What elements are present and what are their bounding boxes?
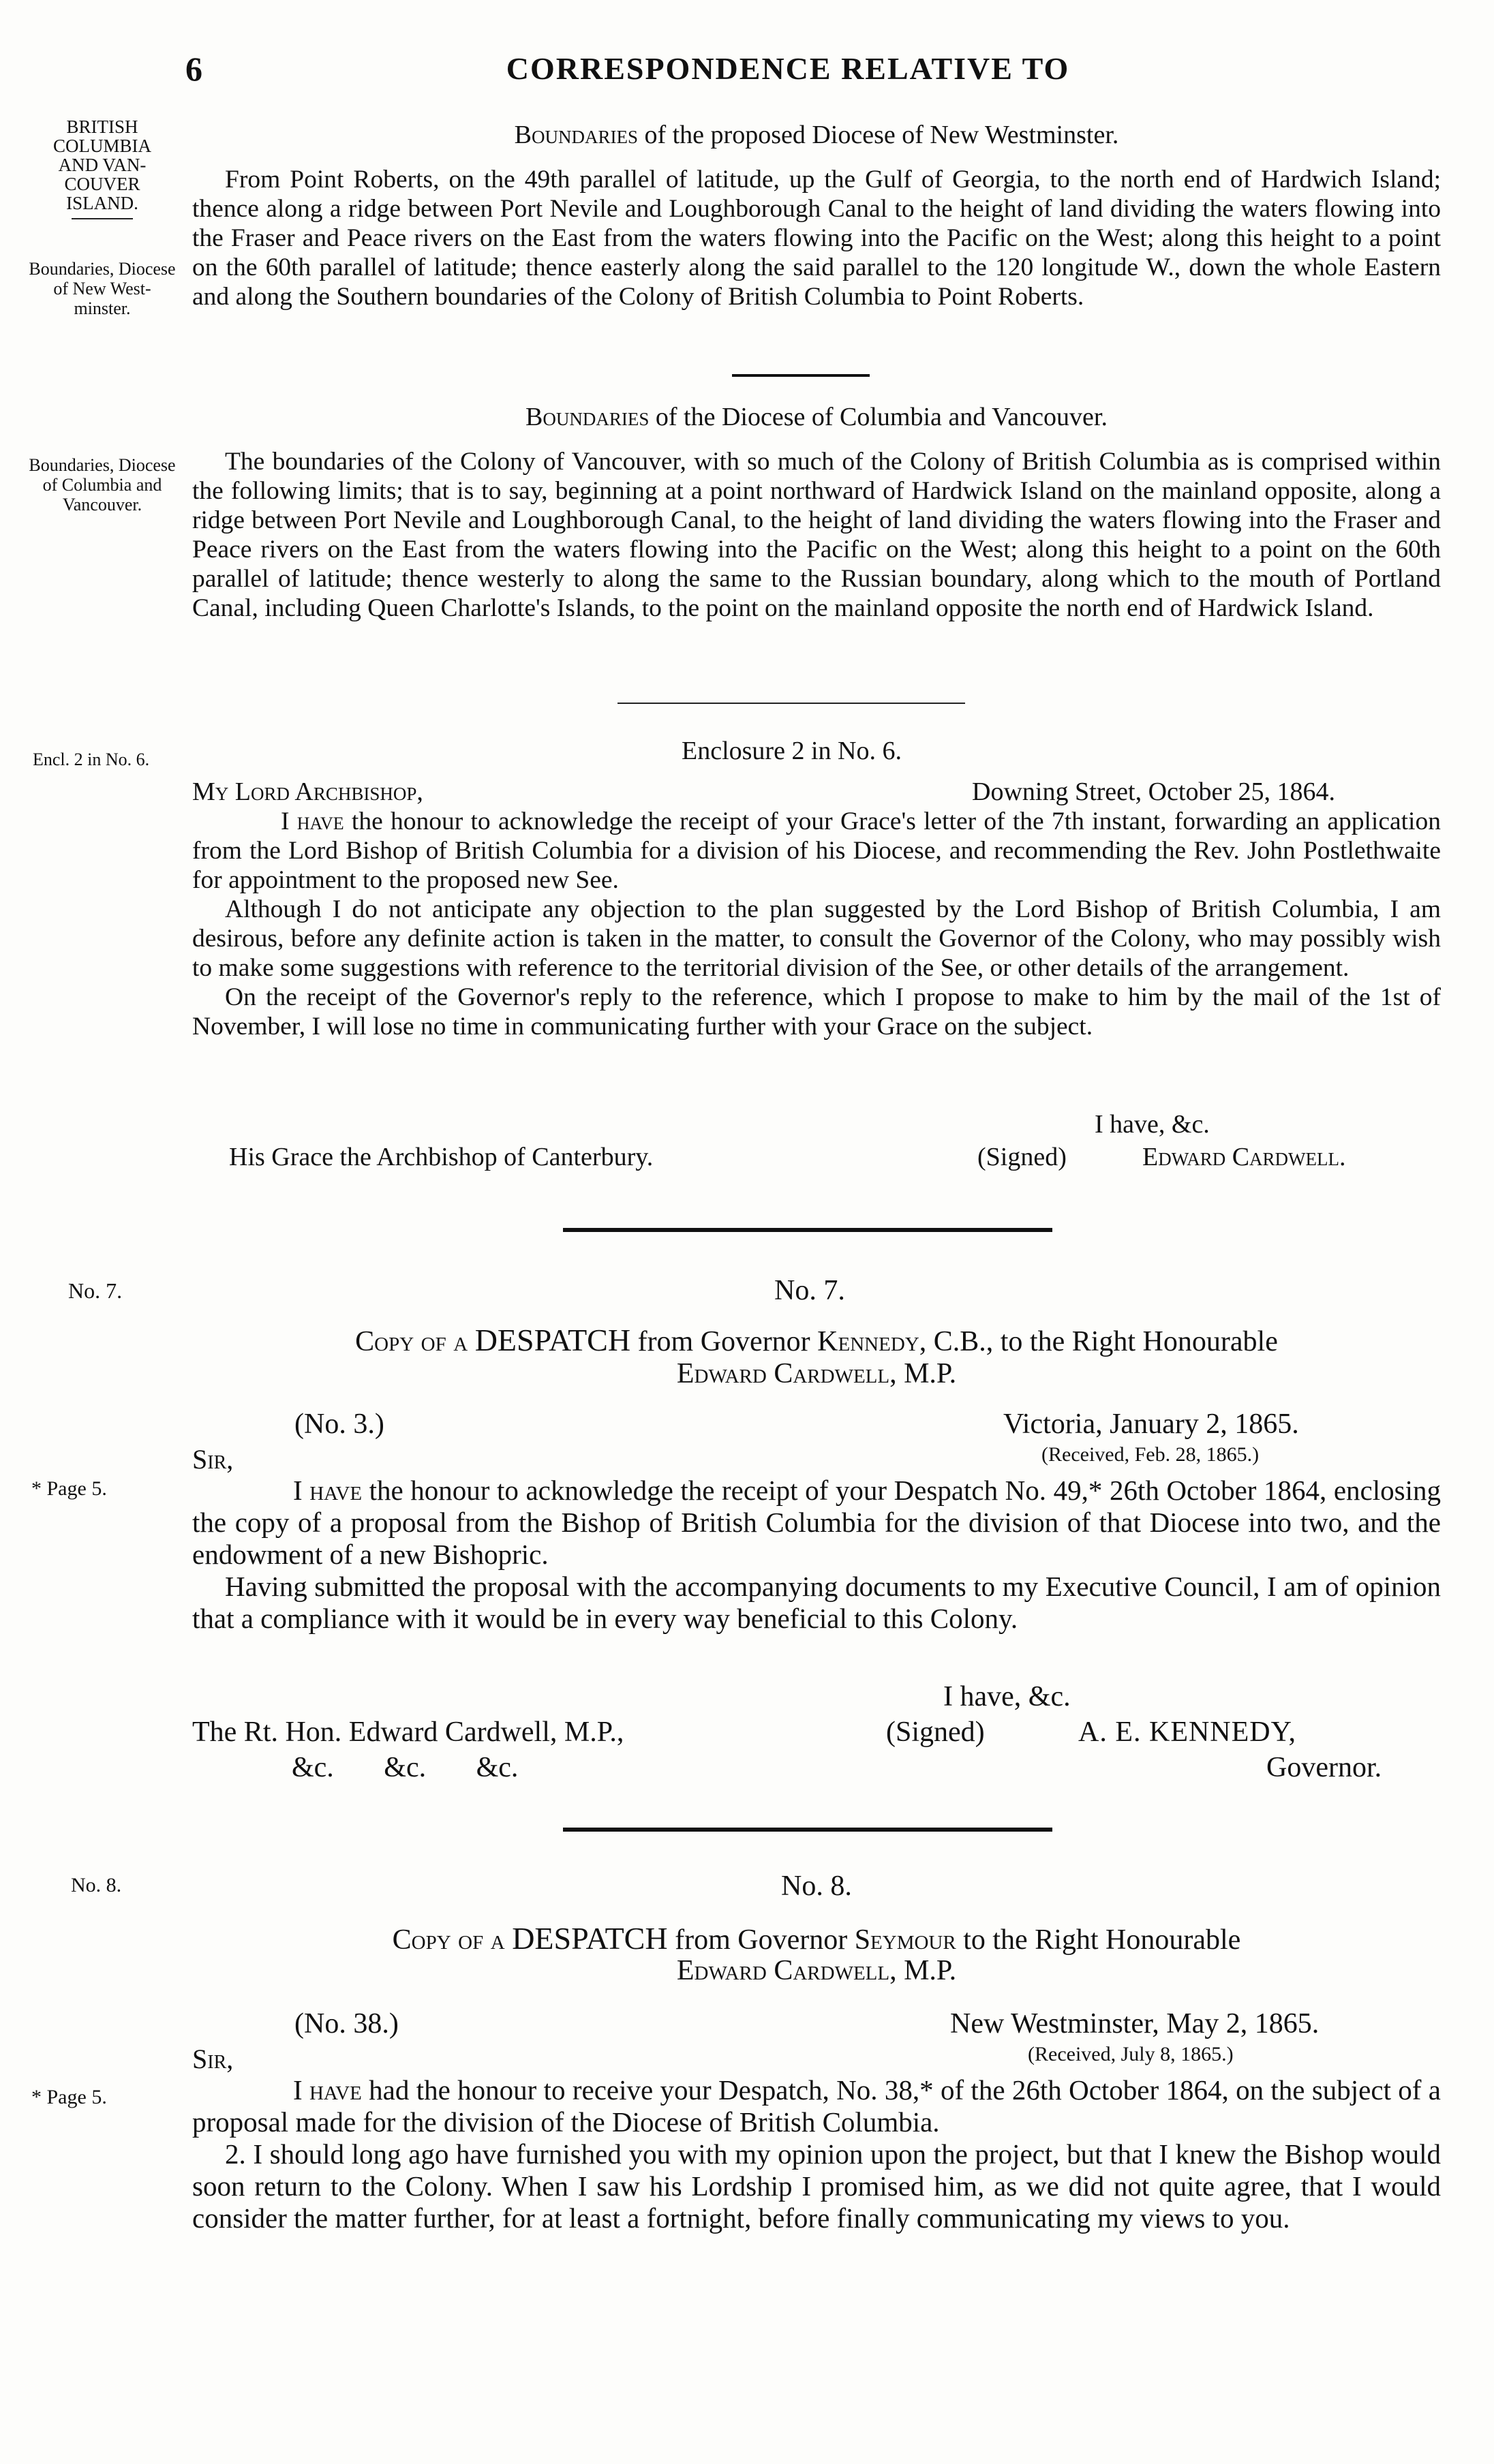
title-governor: Seymour — [854, 1924, 956, 1956]
no7-number: No. 7. — [774, 1275, 845, 1306]
no7-body — [192, 1475, 1441, 1635]
section-body: The boundaries of the Colony of Vancouver, with so much of the Colony of British Columbia as is comprised within the following limits; that is to say, beginning at a point northward of Hardwick Island on the mainland opposite, along a ridge between Port Nevile and Loughborough Canal, to the height of land dividing the waters flowing into the Fraser and Peace rivers on the East from the waters flowing into the Pacific on the West; along this height to a point on the 60th parallel of latitude; thence westerly to along the same to the Russian boundary, along which to the mouth of Portland Canal, including Queen Charlotte's Islands, to the point on the mainland opposite the north end of Hardwick Island. — [192, 448, 1441, 622]
margin-note-boundaries-cv: Boundaries, Diocese of Columbia and Vancouver. — [29, 455, 176, 514]
heading-rest: of the proposed Diocese of New Westminster. — [637, 121, 1119, 149]
no8-body — [192, 2074, 1441, 2234]
enclosure-salutation: My Lord Archbishop, — [192, 777, 423, 806]
para-text: had the honour to receive your Despatch, No. 38,* of the 26th October 1864, on the subject of a proposal made for the division of the Diocese of British Columbia. — [192, 2074, 1442, 2138]
enclosure-heading: Enclosure 2 in No. 6. — [682, 737, 902, 765]
title-governor: Kennedy — [817, 1326, 919, 1357]
margin-colony: BRITISH COLUMBIA AND VAN-COUVER ISLAND. — [52, 117, 151, 213]
no7-paragraph-2: Having submitted the proposal with the accompanying documents to my Executive Council, I am of opinion that a compliance with it would be in every way beneficial to this Colony. — [192, 1571, 1441, 1634]
enclosure-signer: Edward Cardwell. — [1142, 1143, 1346, 1171]
no7-title-line-1 — [192, 1322, 1441, 1358]
section-heading — [192, 402, 1441, 432]
enclosure-place-date: Downing Street, October 25, 1864. — [972, 777, 1335, 806]
enclosure-closing: I have, &c. — [1095, 1110, 1210, 1139]
section-heading — [192, 120, 1441, 150]
title-part: Copy of a — [392, 1924, 513, 1956]
margin-note-no8: No. 8. — [71, 1874, 122, 1896]
no7-place-date: Victoria, January 2, 1865. — [1003, 1408, 1299, 1440]
margin-note-no7: No. 7. — [68, 1278, 123, 1303]
section-new-westminster — [192, 120, 1441, 311]
section-body: From Point Roberts, on the 49th parallel of latitude, up the Gulf of Georgia, to the north end of Hardwich Island; thence along a ridge between Port Nevile and Loughborough Canal to the height of land dividing the waters flowing into the Fraser and Peace rivers on the East from the waters flowing into the Pacific on the West; along this height to a point on the 60th parallel of latitude; thence easterly along the said parallel to the 120 longitude W., down the whole Eastern and along the Southern boundaries of the Colony of British Columbia to Point Roberts. — [192, 166, 1441, 311]
separator-rule — [732, 374, 870, 377]
separator-rule — [618, 703, 965, 704]
section-columbia-vancouver — [192, 402, 1441, 623]
no7-signed: (Signed) — [886, 1716, 985, 1748]
enclosure-body — [192, 807, 1441, 1041]
no8-salutation: Sir, — [192, 2044, 234, 2074]
no7-addressee: The Rt. Hon. Edward Cardwell, M.P., — [192, 1716, 624, 1748]
enclosure-signed: (Signed) — [977, 1143, 1067, 1171]
margin-note-page5-a: * Page 5. — [31, 1477, 107, 1500]
para-smallcaps: I have — [281, 807, 344, 835]
no7-paragraph-1 — [192, 1475, 1441, 1571]
heading-rest: of the Diocese of Columbia and Vancouver. — [649, 403, 1108, 431]
no7-received: (Received, Feb. 28, 1865.) — [1041, 1443, 1260, 1466]
page-number: 6 — [185, 50, 202, 88]
no7-etc: &c. &c. &c. — [292, 1752, 519, 1783]
para-text: the honour to acknowledge the receipt of your Grace's letter of the 7th instant, forwarding an application from the Lord Bishop of British Columbia for a division of his Diocese, and recommending the Rev. John Postlethwaite for appointment to the proposed new See. — [192, 807, 1441, 894]
margin-rule — [72, 218, 133, 219]
no7-salutation: Sir, — [192, 1444, 234, 1475]
enclosure-addressee: His Grace the Archbishop of Canterbury. — [229, 1143, 654, 1171]
title-despatch: DESPATCH — [474, 1323, 631, 1357]
title-part: to the Right Honourable — [956, 1924, 1241, 1956]
margin-note-boundaries-nw: Boundaries, Diocese of New West-minster. — [29, 259, 176, 318]
no8-number: No. 8. — [781, 1870, 852, 1902]
separator-rule — [563, 1228, 1052, 1232]
no8-ref: (No. 38.) — [294, 2008, 399, 2039]
no7-title-line-2: Edward Cardwell, M.P. — [676, 1358, 957, 1389]
page-title: CORRESPONDENCE RELATIVE TO — [506, 51, 1070, 86]
title-part: from Governor — [630, 1326, 818, 1357]
no8-place-date: New Westminster, May 2, 1865. — [950, 2008, 1320, 2039]
separator-rule — [563, 1828, 1052, 1832]
margin-note-page5-b: * Page 5. — [31, 2086, 107, 2108]
para-smallcaps: I have — [293, 2074, 362, 2106]
no7-signer-title: Governor. — [1266, 1752, 1382, 1783]
title-part: from Governor — [667, 1924, 855, 1956]
heading-smallcaps: Boundaries — [514, 121, 638, 149]
title-part: Copy of a — [355, 1326, 475, 1357]
para-text: the honour to acknowledge the receipt of your Despatch No. 49,* 26th October 1864, enclosing the copy of a proposal from the Bishop of British Columbia for the division of that Diocese into two, and the endowment of a new Bishopric. — [192, 1475, 1441, 1570]
no7-closing: I have, &c. — [943, 1681, 1071, 1712]
no8-received: (Received, July 8, 1865.) — [1028, 2043, 1234, 2065]
title-despatch: DESPATCH — [512, 1921, 668, 1956]
enclosure-paragraph-2: Although I do not anticipate any objection to the plan suggested by the Lord Bishop of British Columbia, I am desirous, before any definite action is taken in the matter, to consult the Governor of the Colony, who may possibly wish to make some suggestions with reference to the territorial division of the See, or other details of the arrangement. — [192, 895, 1441, 982]
enclosure-paragraph-3: On the receipt of the Governor's reply to the reference, which I propose to make to him by the mail of the 1st of November, I will lose no time in communicating further with your Grace on the subject. — [192, 983, 1441, 1041]
no7-signer: A. E. KENNEDY, — [1078, 1716, 1297, 1748]
margin-colony-block — [27, 117, 177, 225]
enclosure-paragraph-1 — [192, 807, 1441, 895]
para-smallcaps: I have — [293, 1475, 363, 1506]
no8-title-line-1 — [192, 1920, 1441, 1956]
title-part: , C.B., to the Right Honourable — [919, 1326, 1278, 1357]
heading-smallcaps: Boundaries — [525, 403, 650, 431]
no7-ref: (No. 3.) — [294, 1408, 384, 1440]
no8-title-line-2: Edward Cardwell, M.P. — [676, 1955, 957, 1986]
margin-note-encl: Encl. 2 in No. 6. — [33, 750, 150, 769]
no8-paragraph-1 — [192, 2074, 1441, 2138]
no8-paragraph-2: 2. I should long ago have furnished you with my opinion upon the project, but that I knew the Bishop would soon return to the Colony. When I saw his Lordship I promised him, as we did not quite agree, that I would consider the matter further, for at least a fortnight, before finally communicating my views to you. — [192, 2138, 1441, 2234]
